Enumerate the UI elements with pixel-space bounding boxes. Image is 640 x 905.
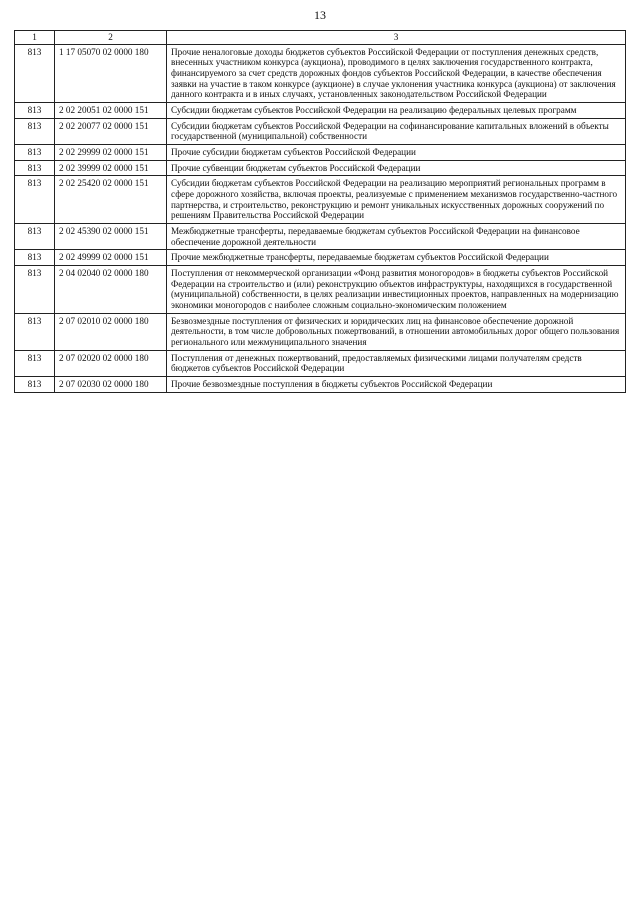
table-row xyxy=(15,103,626,119)
revenue-code-cell: 2 04 02040 02 0000 180 xyxy=(55,266,167,314)
admin-code-cell: 813 xyxy=(15,224,55,250)
page-number: 13 xyxy=(314,8,326,22)
table-header-row xyxy=(15,31,626,45)
revenue-code-cell: 2 07 02030 02 0000 180 xyxy=(55,377,167,393)
revenue-code-cell: 2 02 29999 02 0000 151 xyxy=(55,145,167,161)
admin-code-cell: 813 xyxy=(15,350,55,376)
revenue-name-cell: Прочие субсидии бюджетам субъектов Российской Федерации xyxy=(167,145,626,161)
table-row xyxy=(15,160,626,176)
column-header-3: 3 xyxy=(167,31,626,45)
revenue-name-cell: Поступления от денежных пожертвований, предоставляемых физическими лицами получателям средств бюджетов субъектов Российской Федерации xyxy=(167,350,626,376)
table-row xyxy=(15,118,626,144)
admin-code-cell: 813 xyxy=(15,160,55,176)
revenue-code-cell: 2 02 49999 02 0000 151 xyxy=(55,250,167,266)
column-header-2: 2 xyxy=(55,31,167,45)
revenue-name-cell: Субсидии бюджетам субъектов Российской Федерации на софинансирование капитальных вложений в объекты государственной (муниципальной) собственности xyxy=(167,118,626,144)
table-row xyxy=(15,224,626,250)
table-row xyxy=(15,266,626,314)
table-row xyxy=(15,377,626,393)
table-row xyxy=(15,350,626,376)
revenue-name-cell: Прочие межбюджетные трансферты, передаваемые бюджетам субъектов Российской Федерации xyxy=(167,250,626,266)
revenue-code-cell: 2 02 39999 02 0000 151 xyxy=(55,160,167,176)
admin-code-cell: 813 xyxy=(15,377,55,393)
table-row xyxy=(15,145,626,161)
revenue-code-cell: 2 02 45390 02 0000 151 xyxy=(55,224,167,250)
table-row xyxy=(15,313,626,350)
admin-code-cell: 813 xyxy=(15,250,55,266)
revenue-code-cell: 2 02 20051 02 0000 151 xyxy=(55,103,167,119)
revenue-code-cell: 1 17 05070 02 0000 180 xyxy=(55,44,167,102)
table-row xyxy=(15,176,626,224)
revenue-name-cell: Межбюджетные трансферты, передаваемые бюджетам субъектов Российской Федерации на финансовое обеспечение дорожной деятельности xyxy=(167,224,626,250)
table-row xyxy=(15,44,626,102)
revenue-code-cell: 2 02 25420 02 0000 151 xyxy=(55,176,167,224)
revenue-code-cell: 2 07 02020 02 0000 180 xyxy=(55,350,167,376)
revenue-name-cell: Прочие неналоговые доходы бюджетов субъектов Российской Федерации от поступления денежных средств, внесенных участником конкурса (аукциона), проводимого в целях заключения государственного контракта, финансируемого за счет средств дорожных фондов субъектов Российской Федерации, в качестве обеспечения заявки на участие в таком конкурсе (аукционе) в случае уклонения участника конкурса (аукциона) от заключения данного контракта и в иных случаях, установленных законодательством Российской Федерации xyxy=(167,44,626,102)
table-row xyxy=(15,250,626,266)
revenue-code-cell: 2 02 20077 02 0000 151 xyxy=(55,118,167,144)
admin-code-cell: 813 xyxy=(15,118,55,144)
revenue-name-cell: Прочие безвозмездные поступления в бюджеты субъектов Российской Федерации xyxy=(167,377,626,393)
revenue-name-cell: Безвозмездные поступления от физических и юридических лиц на финансовое обеспечение дорожной деятельности, в том числе добровольных пожертвований, в отношении автомобильных дорог общего пользования регионального или межмуниципального значения xyxy=(167,313,626,350)
admin-code-cell: 813 xyxy=(15,266,55,314)
revenue-name-cell: Поступления от некоммерческой организации «Фонд развития моногородов» в бюджеты субъектов Российской Федерации на строительство и (или) реконструкцию объектов инфраструктуры, находящихся в государственной (муниципальной) собственности, в целях реализации инвестиционных проектов, направленных на модернизацию экономики моногородов с наиболее сложным социально-экономическим положением xyxy=(167,266,626,314)
admin-code-cell: 813 xyxy=(15,145,55,161)
revenue-name-cell: Прочие субвенции бюджетам субъектов Российской Федерации xyxy=(167,160,626,176)
revenue-codes-table xyxy=(14,30,626,393)
admin-code-cell: 813 xyxy=(15,176,55,224)
revenue-code-cell: 2 07 02010 02 0000 180 xyxy=(55,313,167,350)
admin-code-cell: 813 xyxy=(15,44,55,102)
admin-code-cell: 813 xyxy=(15,313,55,350)
revenue-name-cell: Субсидии бюджетам субъектов Российской Федерации на реализацию мероприятий региональных программ в сфере дорожного хозяйства, включая проекты, реализуемые с применением механизмов государственно-частного партнерства, и строительство, реконструкцию и ремонт уникальных искусственных дорожных сооружений по решениям Правительства Российской Федерации xyxy=(167,176,626,224)
column-header-1: 1 xyxy=(15,31,55,45)
admin-code-cell: 813 xyxy=(15,103,55,119)
revenue-name-cell: Субсидии бюджетам субъектов Российской Федерации на реализацию федеральных целевых программ xyxy=(167,103,626,119)
